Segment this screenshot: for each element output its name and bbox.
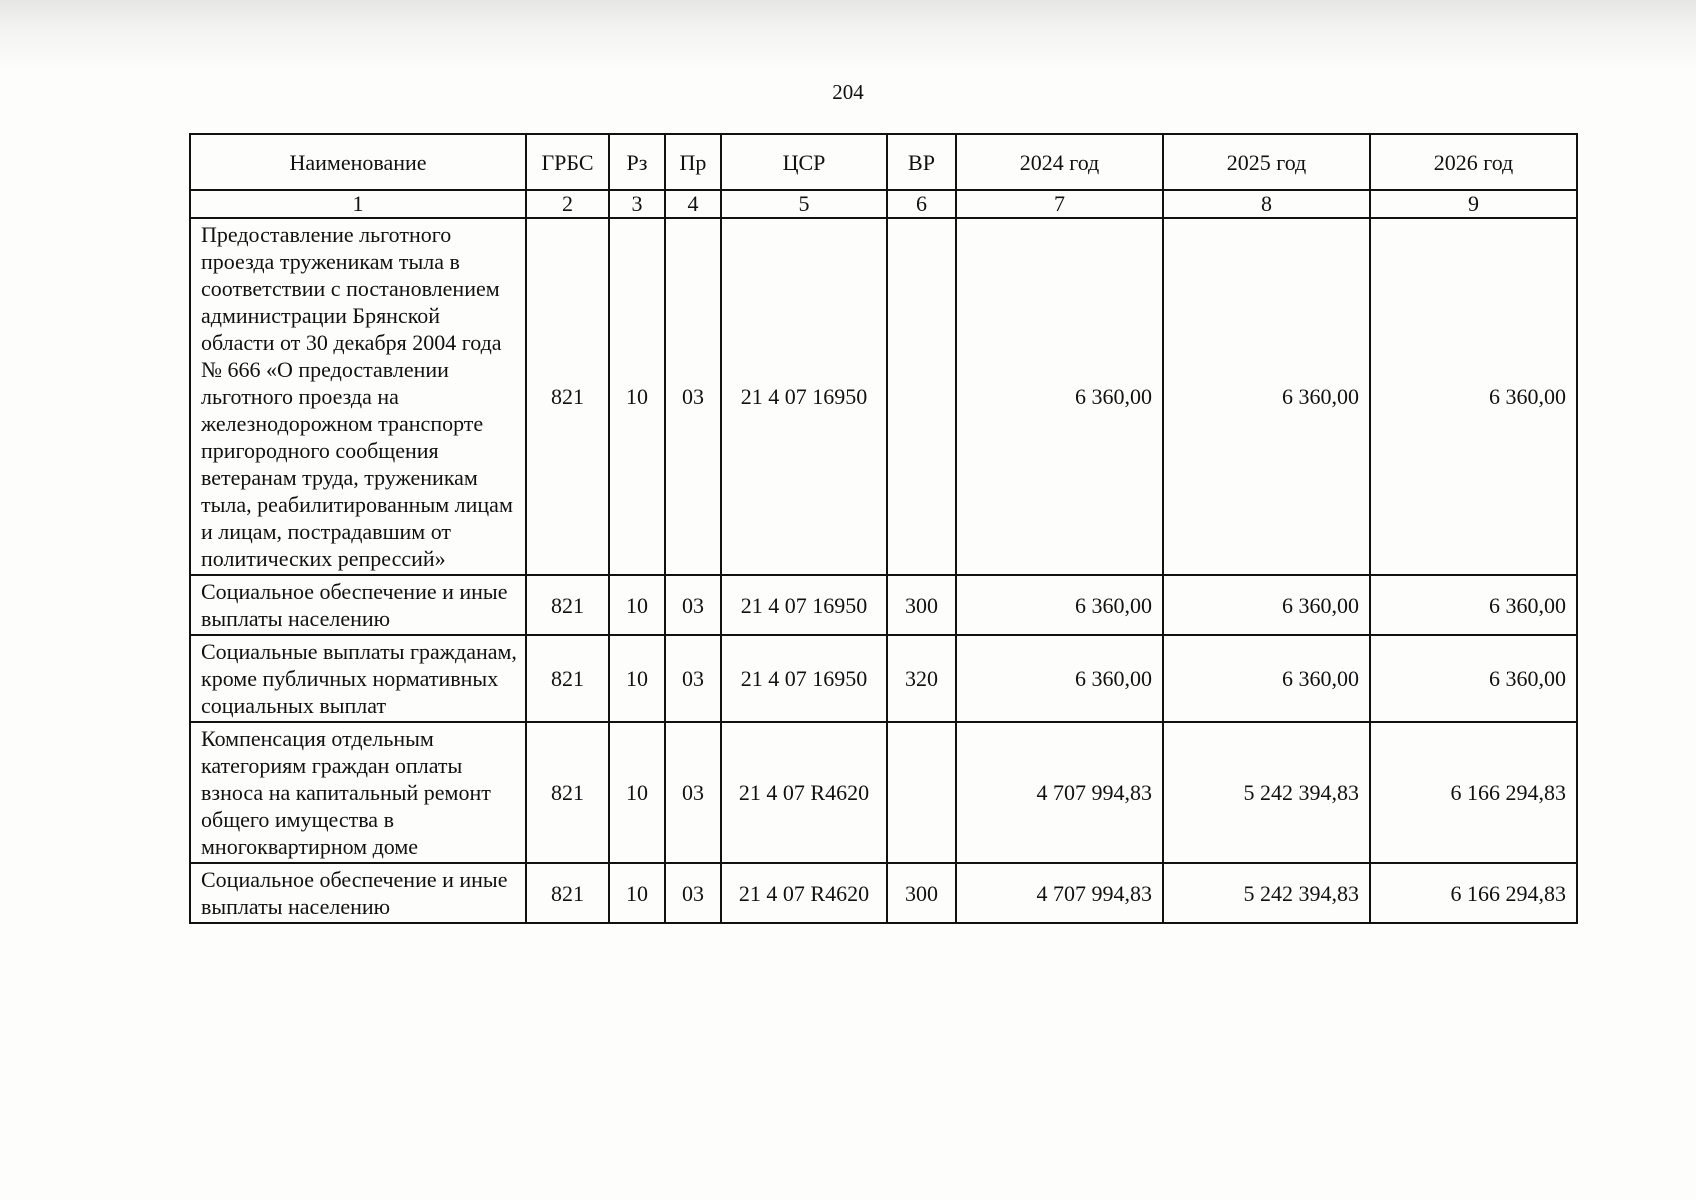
row-vr [887,218,956,575]
row-2024: 6 360,00 [956,635,1163,722]
row-pr: 03 [665,635,721,722]
row-2026: 6 360,00 [1370,635,1577,722]
table-row [190,722,1577,863]
row-name: Компенсация отдельным категориям граждан оплаты взноса на капитальный ремонт общего имущества в многоквартирном доме [190,722,526,863]
header-2025: 2025 год [1163,134,1370,190]
table-row [190,575,1577,635]
row-grbs: 821 [526,722,609,863]
row-rz: 10 [609,218,665,575]
row-name: Социальные выплаты гражданам, кроме публичных нормативных социальных выплат [190,635,526,722]
row-csr: 21 4 07 R4620 [721,863,887,923]
row-pr: 03 [665,218,721,575]
row-name: Предоставление льготного проезда труженикам тыла в соответствии с постановлением администрации Брянской области от 30 декабря 2004 года № 666 «О предоставлении льготного проезда на железнодорожном транспорте пригородного сообщения ветеранам труда, труженикам тыла, реабилитированным лицам и лицам, пострадавшим от политических репрессий» [190,218,526,575]
row-vr [887,722,956,863]
row-grbs: 821 [526,863,609,923]
row-2026: 6 360,00 [1370,218,1577,575]
row-2026: 6 166 294,83 [1370,863,1577,923]
row-2025: 5 242 394,83 [1163,722,1370,863]
row-2025: 6 360,00 [1163,218,1370,575]
row-csr: 21 4 07 16950 [721,635,887,722]
row-csr: 21 4 07 16950 [721,218,887,575]
header-rz: Рз [609,134,665,190]
column-number: 8 [1163,190,1370,218]
row-2025: 6 360,00 [1163,575,1370,635]
column-number: 5 [721,190,887,218]
row-2024: 4 707 994,83 [956,863,1163,923]
column-number: 7 [956,190,1163,218]
row-2025: 6 360,00 [1163,635,1370,722]
row-csr: 21 4 07 R4620 [721,722,887,863]
column-number: 9 [1370,190,1577,218]
row-2026: 6 166 294,83 [1370,722,1577,863]
table-header-row [190,134,1577,190]
budget-table [189,133,1578,924]
row-rz: 10 [609,863,665,923]
row-2026: 6 360,00 [1370,575,1577,635]
column-number-row [190,190,1577,218]
row-name: Социальное обеспечение и иные выплаты населению [190,863,526,923]
row-2024: 6 360,00 [956,218,1163,575]
row-vr: 300 [887,575,956,635]
row-grbs: 821 [526,635,609,722]
table-row [190,635,1577,722]
row-rz: 10 [609,635,665,722]
scan-shading [0,0,1696,70]
row-pr: 03 [665,575,721,635]
row-vr: 300 [887,863,956,923]
row-2024: 6 360,00 [956,575,1163,635]
row-vr: 320 [887,635,956,722]
header-name: Наименование [190,134,526,190]
column-number: 3 [609,190,665,218]
row-rz: 10 [609,722,665,863]
table-row [190,863,1577,923]
column-number: 2 [526,190,609,218]
row-pr: 03 [665,722,721,863]
row-csr: 21 4 07 16950 [721,575,887,635]
table-row [190,218,1577,575]
header-grbs: ГРБС [526,134,609,190]
header-vr: ВР [887,134,956,190]
column-number: 4 [665,190,721,218]
row-name: Социальное обеспечение и иные выплаты населению [190,575,526,635]
row-grbs: 821 [526,218,609,575]
page-number: 204 [832,80,864,104]
row-grbs: 821 [526,575,609,635]
column-number: 1 [190,190,526,218]
row-2024: 4 707 994,83 [956,722,1163,863]
column-number: 6 [887,190,956,218]
row-rz: 10 [609,575,665,635]
header-2024: 2024 год [956,134,1163,190]
row-pr: 03 [665,863,721,923]
header-pr: Пр [665,134,721,190]
header-csr: ЦСР [721,134,887,190]
header-2026: 2026 год [1370,134,1577,190]
row-2025: 5 242 394,83 [1163,863,1370,923]
